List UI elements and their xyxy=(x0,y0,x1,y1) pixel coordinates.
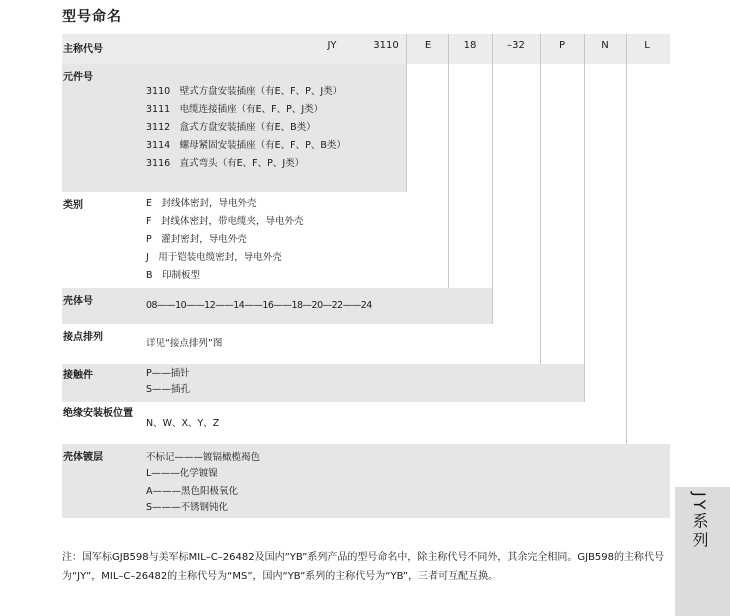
code-contact: P xyxy=(558,40,566,51)
guide-line-n xyxy=(626,34,627,444)
header-label: 主称代号 xyxy=(63,44,103,55)
section-label-contact-arrangement: 接点排列 xyxy=(63,332,103,343)
list-item: S——插孔 xyxy=(146,384,191,395)
guide-line-e xyxy=(448,34,449,288)
guide-line-p xyxy=(584,34,585,402)
section-label-category: 类别 xyxy=(63,200,83,211)
section-label-shell-size: 壳体号 xyxy=(63,296,93,307)
code-jy: JY xyxy=(327,40,337,51)
band-contact-type xyxy=(62,364,584,402)
list-item: S———不锈钢钝化 xyxy=(146,502,229,513)
guide-line-18 xyxy=(492,34,493,324)
code-shell: 18 xyxy=(463,40,477,51)
list-item: 3114 螺母紧固安装插座（有E、F、P、B类） xyxy=(146,140,346,151)
code-plating: L xyxy=(644,40,650,51)
page-title: 型号命名 xyxy=(62,9,122,25)
list-item: E 封线体密封，导电外壳 xyxy=(146,198,257,209)
list-item: 不标记———镀镉橄榄褐色 xyxy=(146,452,261,463)
list-item: N、W、X、Y、Z xyxy=(146,418,220,429)
list-item: 3112 盒式方盘安装插座（有E、B类） xyxy=(146,122,316,133)
band-contact-arrangement xyxy=(62,324,540,364)
list-item: P 灌封密封，导电外壳 xyxy=(146,234,247,245)
code-element: 3110 xyxy=(373,40,399,51)
list-item: 08——10——12——14——16——18—20—22——24 xyxy=(146,300,372,311)
series-side-tab-label: JY系列 xyxy=(690,492,709,551)
section-label-contact-type: 接触件 xyxy=(63,370,93,381)
list-item: B 印制板型 xyxy=(146,270,201,281)
footnote: 注：国军标GJB598与美军标MIL–C–26482及国内”YB”系列产品的型号命名中，除主称代号不同外，其余完全相同。GJB598的主称代号为“JY”，MIL–C–26482的主称代号为“MS”，国内“YB”系列的主称代号为“YB”，三者可互配互换。 xyxy=(62,552,665,582)
list-item: 3110 壁式方盘安装插座（有E、F、P、J类） xyxy=(146,86,343,97)
section-label-plating: 壳体镀层 xyxy=(63,452,103,463)
code-category: E xyxy=(424,40,432,51)
list-item: P——插针 xyxy=(146,368,190,379)
list-item: J 用于铠装电缆密封，导电外壳 xyxy=(146,252,282,263)
list-item: 3111 电缆连接插座（有E、F、P、J类） xyxy=(146,104,324,115)
section-label-insert-position: 绝缘安装板位置 xyxy=(63,408,133,419)
guide-line-32 xyxy=(540,34,541,364)
section-label-element-no: 元件号 xyxy=(63,72,93,83)
list-item: L———化学镀镍 xyxy=(146,468,218,479)
code-position: N xyxy=(601,40,609,51)
code-arrangement: –32 xyxy=(507,40,525,51)
guide-line-3110 xyxy=(406,34,407,192)
list-item: F 封线体密封，带电缆夹，导电外壳 xyxy=(146,216,304,227)
list-item: 详见“接点排列”图 xyxy=(146,338,223,349)
list-item: 3116 直式弯头（有E、F、P、J类） xyxy=(146,158,305,169)
list-item: A———黑色阳极氧化 xyxy=(146,486,238,497)
